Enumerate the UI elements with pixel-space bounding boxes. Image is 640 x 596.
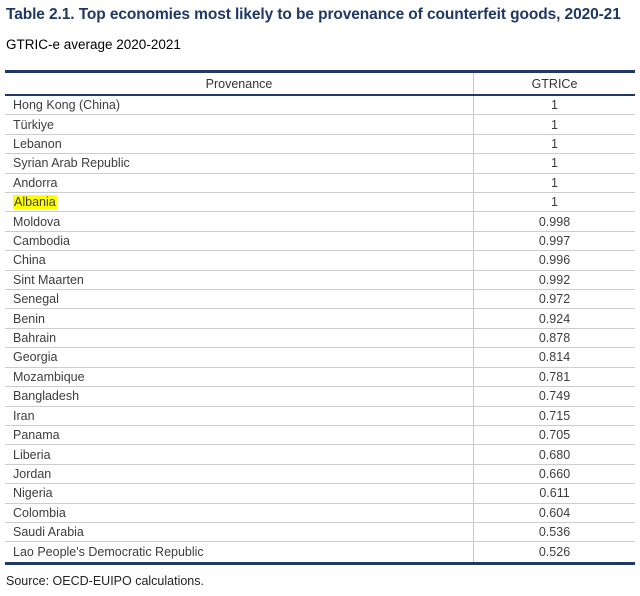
provenance-label: Andorra	[13, 175, 58, 190]
table-row	[5, 329, 635, 348]
cell-provenance	[5, 232, 473, 250]
table-row	[5, 193, 635, 212]
cell-provenance	[5, 135, 473, 153]
table-row	[5, 387, 635, 406]
gtrice-value: 0.878	[473, 329, 635, 347]
table-row	[5, 290, 635, 309]
provenance-label: Panama	[13, 428, 60, 443]
table-body	[5, 96, 635, 562]
table-row	[5, 271, 635, 290]
cell-provenance	[5, 387, 473, 405]
column-header-gtrice: GTRICe	[473, 73, 635, 94]
gtrice-value: 1	[473, 154, 635, 172]
gtrice-value: 0.781	[473, 368, 635, 386]
gtrice-value: 0.680	[473, 445, 635, 463]
cell-provenance	[5, 465, 473, 483]
provenance-label: China	[13, 253, 46, 268]
gtrice-value: 1	[473, 96, 635, 114]
provenance-label: Bangladesh	[13, 389, 80, 404]
cell-provenance	[5, 329, 473, 347]
provenance-label: Mozambique	[13, 369, 85, 384]
gtrice-value: 0.604	[473, 504, 635, 522]
table-row	[5, 309, 635, 328]
gtrice-value: 1	[473, 193, 635, 211]
cell-provenance	[5, 407, 473, 425]
gtrice-value: 0.715	[473, 407, 635, 425]
provenance-label: Georgia	[13, 350, 58, 365]
gtrice-value: 0.814	[473, 348, 635, 366]
table-subtitle: GTRIC-e average 2020-2021	[6, 37, 181, 52]
cell-provenance	[5, 193, 473, 211]
cell-provenance	[5, 212, 473, 230]
provenance-label: Sint Maarten	[13, 272, 84, 287]
gtrice-value: 0.972	[473, 290, 635, 308]
gtrice-value: 1	[473, 174, 635, 192]
table-row	[5, 212, 635, 231]
cell-provenance	[5, 368, 473, 386]
cell-provenance	[5, 504, 473, 522]
gtrice-value: 0.998	[473, 212, 635, 230]
gtrice-value: 0.526	[473, 542, 635, 561]
provenance-label: Liberia	[13, 447, 51, 462]
provenance-label: Iran	[13, 408, 35, 423]
gtrice-value: 0.997	[473, 232, 635, 250]
table-row	[5, 542, 635, 561]
cell-provenance	[5, 348, 473, 366]
cell-provenance	[5, 445, 473, 463]
cell-provenance	[5, 115, 473, 133]
cell-provenance	[5, 290, 473, 308]
table-row	[5, 445, 635, 464]
provenance-label: Nigeria	[13, 486, 53, 501]
provenance-label: Türkiye	[13, 117, 54, 132]
provenance-label: Cambodia	[13, 234, 70, 249]
table-row	[5, 115, 635, 134]
provenance-label: Hong Kong (China)	[13, 98, 121, 113]
gtrice-value: 1	[473, 135, 635, 153]
gtrice-value: 0.705	[473, 426, 635, 444]
cell-provenance	[5, 484, 473, 502]
provenance-label: Senegal	[13, 292, 59, 307]
table-row	[5, 135, 635, 154]
table-row	[5, 523, 635, 542]
table-row	[5, 96, 635, 115]
cell-provenance	[5, 542, 473, 561]
provenance-table	[5, 70, 635, 565]
provenance-label: Saudi Arabia	[13, 525, 84, 540]
provenance-label: Benin	[13, 311, 45, 326]
provenance-label: Jordan	[13, 466, 52, 481]
table-title: Table 2.1. Top economies most likely to be provenance of counterfeit goods, 2020-21	[6, 6, 621, 23]
cell-provenance	[5, 174, 473, 192]
cell-provenance	[5, 96, 473, 114]
cell-provenance	[5, 154, 473, 172]
gtrice-value: 0.611	[473, 484, 635, 502]
gtrice-value: 0.996	[473, 251, 635, 269]
table-row	[5, 407, 635, 426]
gtrice-value: 0.536	[473, 523, 635, 541]
provenance-label: Lebanon	[13, 137, 62, 152]
table-row	[5, 174, 635, 193]
table-row	[5, 484, 635, 503]
cell-provenance	[5, 271, 473, 289]
provenance-label: Albania	[14, 195, 56, 210]
gtrice-value: 0.749	[473, 387, 635, 405]
gtrice-value: 0.924	[473, 309, 635, 327]
gtrice-value: 1	[473, 115, 635, 133]
provenance-label: Colombia	[13, 505, 66, 520]
provenance-label: Moldova	[13, 214, 61, 229]
source-note: Source: OECD-EUIPO calculations.	[6, 574, 204, 588]
provenance-label: Bahrain	[13, 331, 57, 346]
table-row	[5, 465, 635, 484]
table-row	[5, 232, 635, 251]
table-row	[5, 368, 635, 387]
table-header-row	[5, 73, 635, 96]
gtrice-value: 0.660	[473, 465, 635, 483]
gtrice-value: 0.992	[473, 271, 635, 289]
cell-provenance	[5, 251, 473, 269]
provenance-label: Syrian Arab Republic	[13, 156, 130, 171]
cell-provenance	[5, 309, 473, 327]
table-row	[5, 348, 635, 367]
table-row	[5, 154, 635, 173]
cell-provenance	[5, 426, 473, 444]
column-header-provenance: Provenance	[205, 76, 273, 91]
table-row	[5, 251, 635, 270]
table-row	[5, 426, 635, 445]
cell-provenance	[5, 523, 473, 541]
provenance-label: Lao People's Democratic Republic	[13, 545, 204, 560]
table-row	[5, 504, 635, 523]
